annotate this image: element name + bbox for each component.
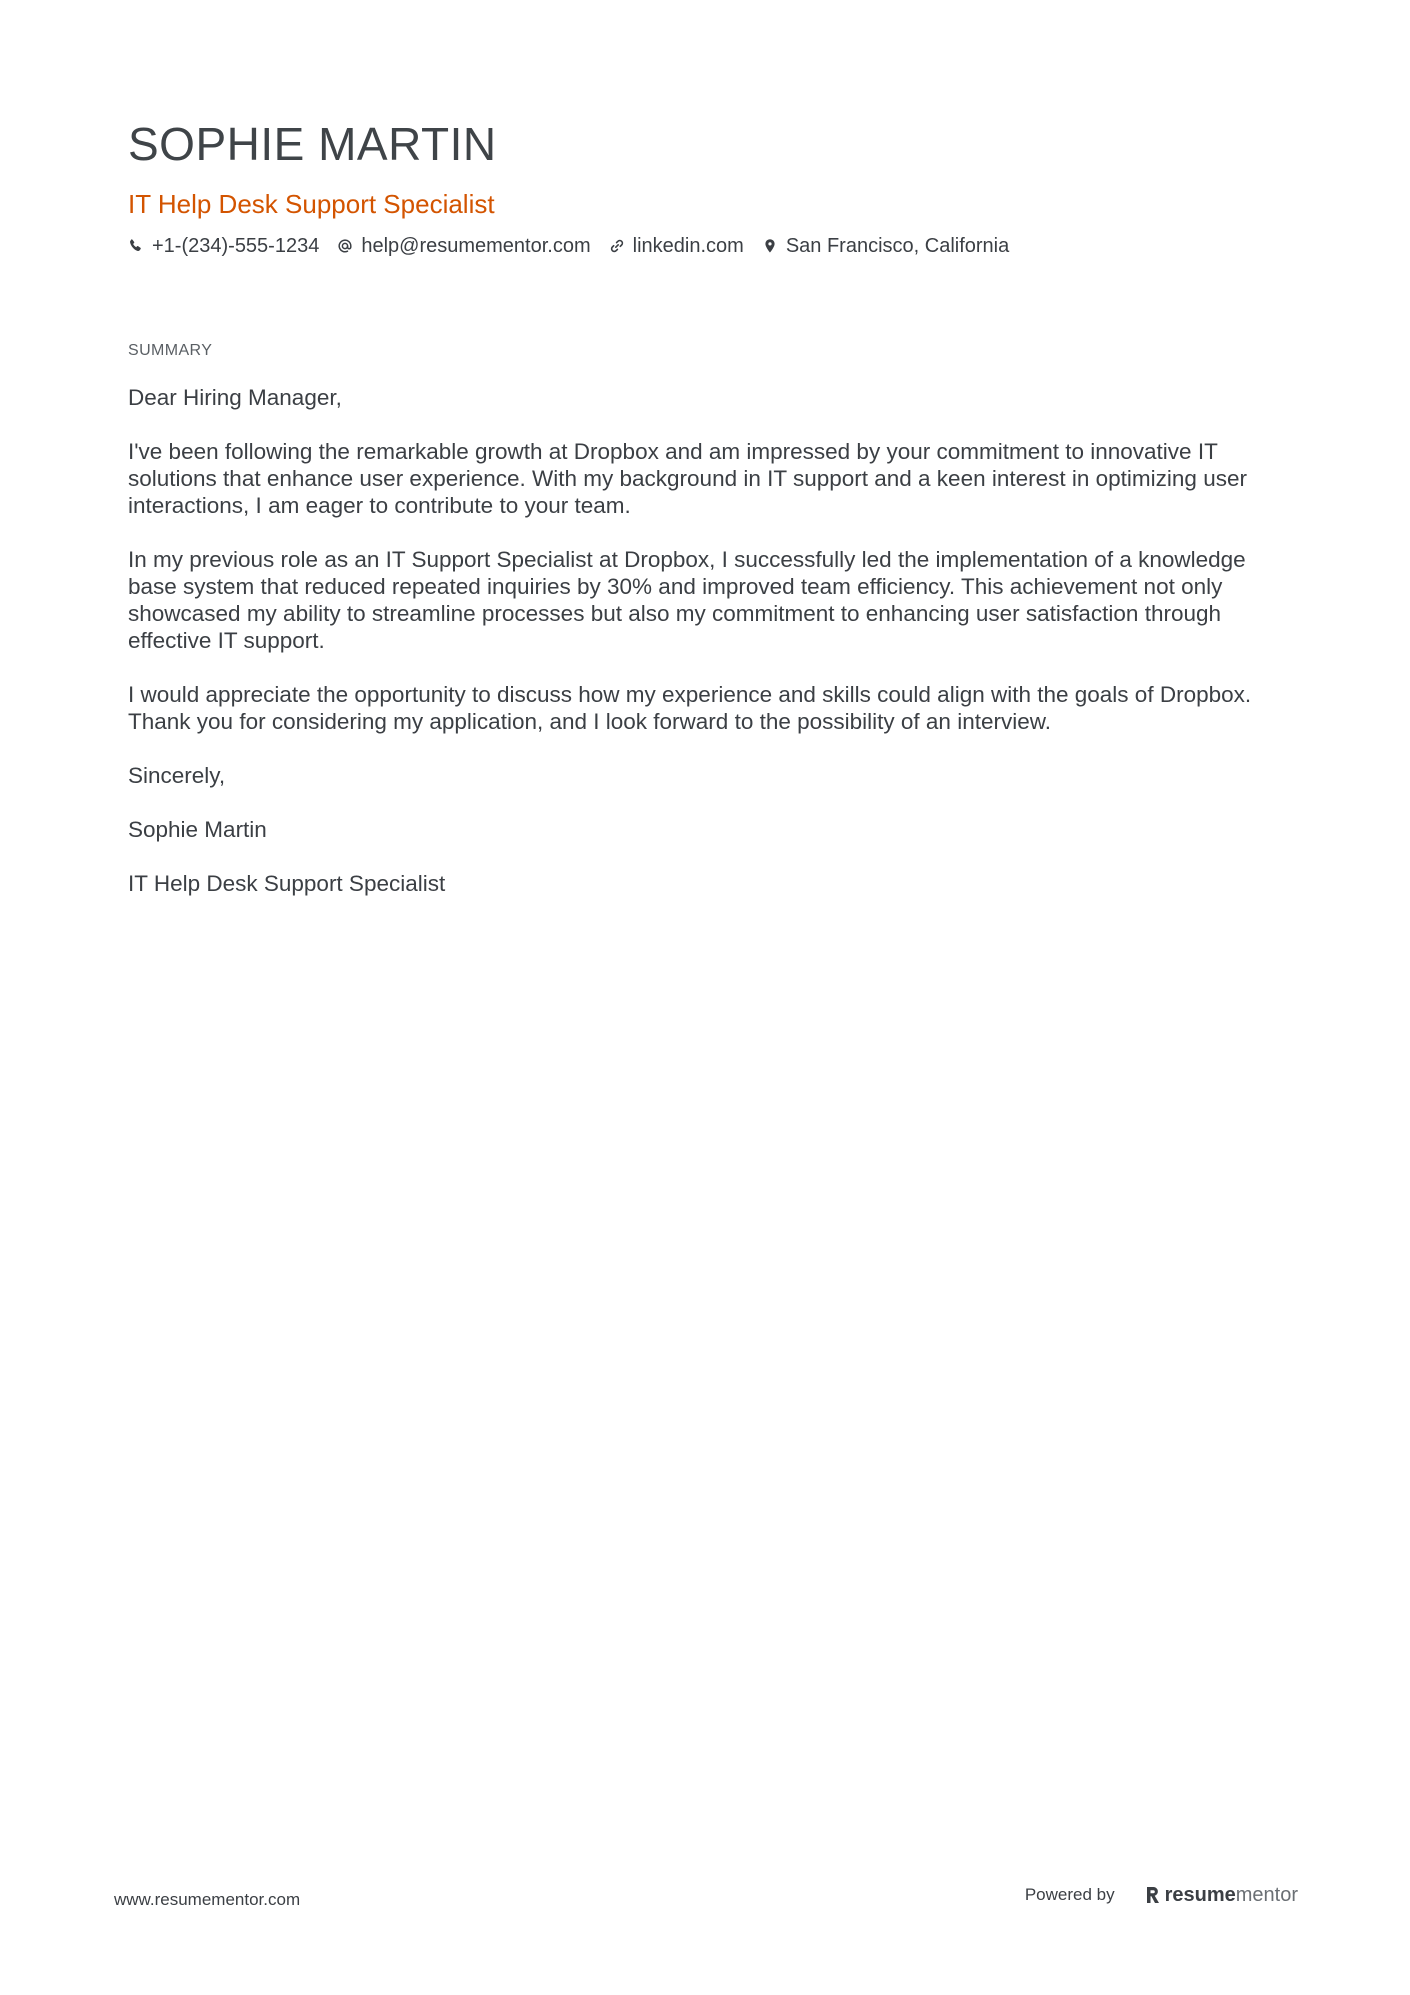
brand-text-strong: resume [1164, 1884, 1236, 1906]
letter-closing: Sincerely, [128, 763, 226, 788]
footer-powered-by [1025, 1883, 1298, 1907]
signature-title: IT Help Desk Support Specialist [128, 871, 446, 896]
contact-bar [128, 232, 1288, 260]
contact-phone [128, 232, 319, 260]
signature-name: Sophie Martin [128, 817, 267, 842]
linkedin-text[interactable]: linkedin.com [632, 235, 744, 257]
section-label-summary: SUMMARY [128, 342, 213, 359]
at-icon [337, 238, 353, 254]
brand-text-light: mentor [1235, 1884, 1298, 1906]
contact-location [762, 232, 1009, 260]
candidate-name: SOPHIE MARTIN [128, 118, 497, 170]
letter-paragraph: I've been following the remarkable growth at Dropbox and am impressed by your commitment to innovative IT solutions that enhance user experience. With my background in IT support and a keen interest in optimizing user interactions, I am eager to contribute to your team. [128, 439, 1247, 518]
phone-icon [128, 238, 144, 254]
brand-logo[interactable] [1145, 1883, 1298, 1907]
footer-website[interactable]: www.resumementor.com [114, 1890, 301, 1909]
cover-letter-page [128, 112, 1288, 924]
brand-mark-icon [1145, 1885, 1161, 1905]
letter-paragraph: In my previous role as an IT Support Specialist at Dropbox, I successfully led the implementation of a knowledge base system that reduced repeated inquiries by 30% and improved team efficiency. This achievement not only showcased my ability to streamline processes but also my commitment to enhancing user satisfaction through effective IT support. [128, 547, 1246, 653]
location-text: San Francisco, California [785, 235, 1010, 257]
link-icon [609, 238, 625, 254]
letter-body [128, 384, 1288, 897]
powered-by-label: Powered by [1024, 1885, 1115, 1904]
letter-paragraph: I would appreciate the opportunity to discuss how my experience and skills could align with the goals of Dropbox. Thank you for considering my application, and I look forward to the possibility of an interview. [128, 682, 1252, 734]
email-text[interactable]: help@resumementor.com [361, 235, 591, 257]
location-pin-icon [762, 238, 778, 254]
contact-linkedin[interactable] [609, 232, 744, 260]
job-title: IT Help Desk Support Specialist [128, 189, 495, 219]
phone-text: +1-(234)-555-1234 [152, 235, 320, 257]
contact-email[interactable] [337, 232, 590, 260]
letter-greeting: Dear Hiring Manager, [128, 385, 342, 410]
